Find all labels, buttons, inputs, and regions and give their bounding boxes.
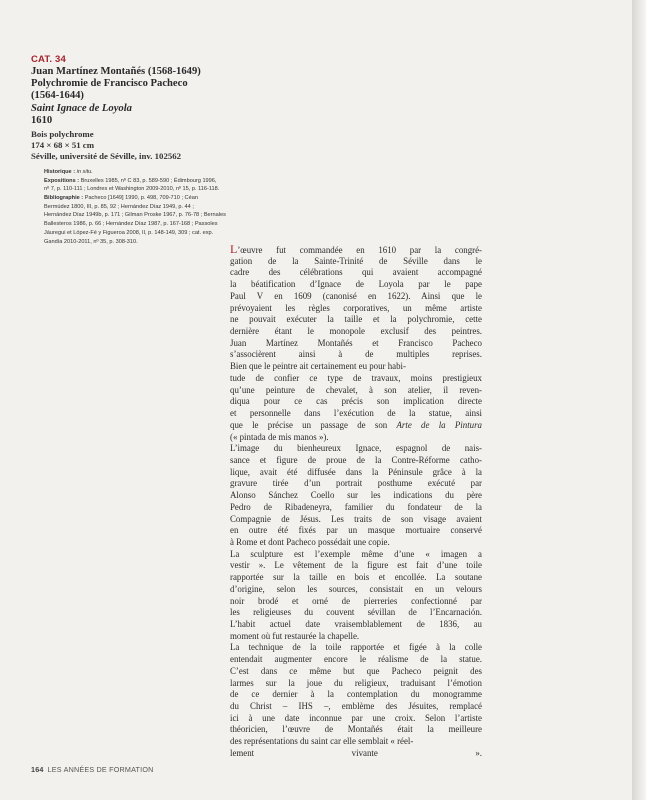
bibliographie-line <box>44 194 230 203</box>
text-line: (« pintada de mis manos »). <box>230 431 329 442</box>
bibliography-block <box>44 168 230 246</box>
text-line: prévoyaient les règles corporatives, un même artiste <box>230 302 482 313</box>
bibliographie-line: Ballesteros 1986, p. 66 ; Hernández Díaz 1987, p. 167-168 ; Passoles <box>44 221 218 228</box>
text-line: Paul V en 1609 (canonisé en 1622). Ainsi que le <box>230 290 482 301</box>
text-line: cadre des célébrations qui avaient accompagné <box>230 267 482 278</box>
text-line: lique, avait été diffusée dans la Péninsule grâce à la <box>230 466 482 477</box>
text-line <box>230 420 482 432</box>
text-line: qu’une peinture de chevalet, à son atelier, il reven- <box>230 384 482 395</box>
text-line: d’origine, selon les sources, consistait en un velours <box>230 583 482 594</box>
bibliographie-line: Hernández Díaz 1949b, p. 171 ; Gilman Proske 1967, p. 76-78 ; Bernales <box>44 212 226 219</box>
artwork-title: Saint Ignace de Loyola <box>31 102 132 114</box>
text-line: dernière étant le monopole exclusif des peintres. <box>230 326 482 337</box>
text-line: C’est dans ce même but que Pacheco peignit des <box>230 665 482 676</box>
text-line: L’image du bienheureux Ignace, espagnol de nais- <box>230 443 482 454</box>
text-line: ne pouvait exécuter la taille et la polychromie, cette <box>230 314 482 325</box>
historique-label: Historique : <box>44 169 76 175</box>
text-line: théoricien, l’œuvre de Montañés était la meilleure <box>230 724 482 735</box>
section-title: LES ANNÉES DE FORMATION <box>47 765 154 774</box>
book-gutter <box>632 0 646 800</box>
text-line: des représentations du saint car elle semblait « réel- <box>230 736 414 747</box>
text-line: et personnelle dans l’exécution de la statue, ainsi <box>230 408 482 419</box>
bibliographie-text: Pacheco [1649] 1990, p. 498, 709-710 ; Céan <box>84 195 198 202</box>
location: Séville, université de Séville, inv. 102562 <box>31 151 182 162</box>
bibliographie-label: Bibliographie : <box>44 195 84 202</box>
dimensions: 174 × 68 × 51 cm <box>31 140 95 151</box>
bibliographie-continued <box>44 203 230 246</box>
page-number: 164 <box>31 765 44 774</box>
text-line-part: que le précise un passage de son <box>230 419 388 430</box>
text-line: noir brodé et orné de pierreries confectionné par <box>230 595 482 606</box>
text-line: entendait augmenter encore le réalisme de la statue. <box>230 654 482 665</box>
text-line: diqua pour ce cas précis son implication directe <box>230 396 482 407</box>
historique-value: in situ. <box>76 169 93 175</box>
polychromy-line-2: (1564-1644) <box>31 90 84 102</box>
bibliographie-line: Jáuregui et López-Fé y Figueroa 2008, II, p. 148-149, 309 ; cat. exp. <box>44 229 214 236</box>
main-text <box>230 244 482 760</box>
text-line: larmes sur la joue du religieux, traduisant l’émotion <box>230 677 482 688</box>
text-line: Compagnie de Jésus. Les traits de son visage avaient <box>230 513 482 524</box>
artist-name: Juan Martínez Montañés (1568-1649) <box>31 66 201 77</box>
text-line: à Rome et dont Pacheco possédait une copie. <box>230 536 390 547</box>
first-line-text: ’œuvre fut commandée en 1610 par la congré- <box>237 245 482 255</box>
text-line: lement vivante ». <box>230 747 482 758</box>
text-line: sance et figure de proue de la Contre-Réforme catho- <box>230 454 482 465</box>
text-line: ici à une date inconnue par une croix. Selon l’artiste <box>230 712 482 723</box>
expositions-text: Bruxelles 1985, nº C 83, p. 589-590 ; Édimbourg 1996, <box>80 177 217 184</box>
text-line: L’habit actuel date vraisemblablement de 1836, au <box>230 619 482 629</box>
bibliographie-line: Bermúdez 1800, III, p. 85, 92 ; Hernández Díaz 1949, p. 44 ; <box>44 203 194 210</box>
historique-line <box>44 168 230 177</box>
bibliographie-line: Gandía 2010-2011, nº 35, p. 308-310. <box>44 238 138 245</box>
text-line: en outre été fixés par un masque mortuaire conservé <box>230 525 482 536</box>
material: Bois polychrome <box>31 129 94 140</box>
text-line: La sculpture est l’exemple même d’une « imagen a <box>230 548 482 559</box>
text-line: Pedro de Ribadeneyra, familier du fondateur de la <box>230 501 482 512</box>
expositions-line <box>44 177 230 186</box>
catalogue-header <box>31 54 271 162</box>
artwork-year: 1610 <box>31 114 53 126</box>
text-line: Bien que le peintre ait certainement eu pour habi- <box>230 361 406 372</box>
text-line: gravure tirée d’un portrait posthume exécuté par <box>230 478 482 489</box>
text-line: du Christ – IHS –, emblème des Jésuites, remplacé <box>230 701 482 712</box>
text-line: les religieuses du couvent sévillan de l’Encarnación. <box>230 607 482 618</box>
expositions-line: nº 7, p. 110-111 ; Londres et Washington 2009-2010, nº 15, p. 116-118. <box>44 186 220 193</box>
text-line: la béatification d’Ignace de Loyola par le pape <box>230 279 482 290</box>
catalogue-number: CAT. 34 <box>31 54 67 65</box>
page-footer <box>31 765 154 774</box>
text-line: La technique de la toile rapportée et figée à la colle <box>230 642 482 653</box>
arte-de-la-pintura-title: Arte de la Pintura <box>396 419 482 430</box>
text-line: tude de confier ce type de travaux, moins prestigieux <box>230 372 482 383</box>
polychromy-line-1: Polychromie de Francisco Pacheco <box>31 78 188 90</box>
text-line: de ce dernier à la contemplation du monogramme <box>230 689 482 700</box>
text-line: rapportée sur la taille en bois et encollée. La soutane <box>230 572 482 583</box>
text-line: s’associèrent ainsi à de multiples reprises. <box>230 349 482 360</box>
text-line: moment où fut restaurée la chapelle. <box>230 630 360 641</box>
expositions-label: Expositions : <box>44 177 80 184</box>
text-line-first <box>230 244 482 256</box>
text-lines <box>230 256 482 760</box>
text-line: Alonso Sánchez Coello sur les indications du père <box>230 490 482 501</box>
drop-cap: L <box>230 242 238 256</box>
text-line: vestir ». Le vêtement de la figure est fait d’une toile <box>230 560 482 571</box>
text-line: Juan Martínez Montañés et Francisco Pacheco <box>230 337 482 348</box>
text-line: gation de la Sainte-Trinité de Séville dans le <box>230 255 482 266</box>
